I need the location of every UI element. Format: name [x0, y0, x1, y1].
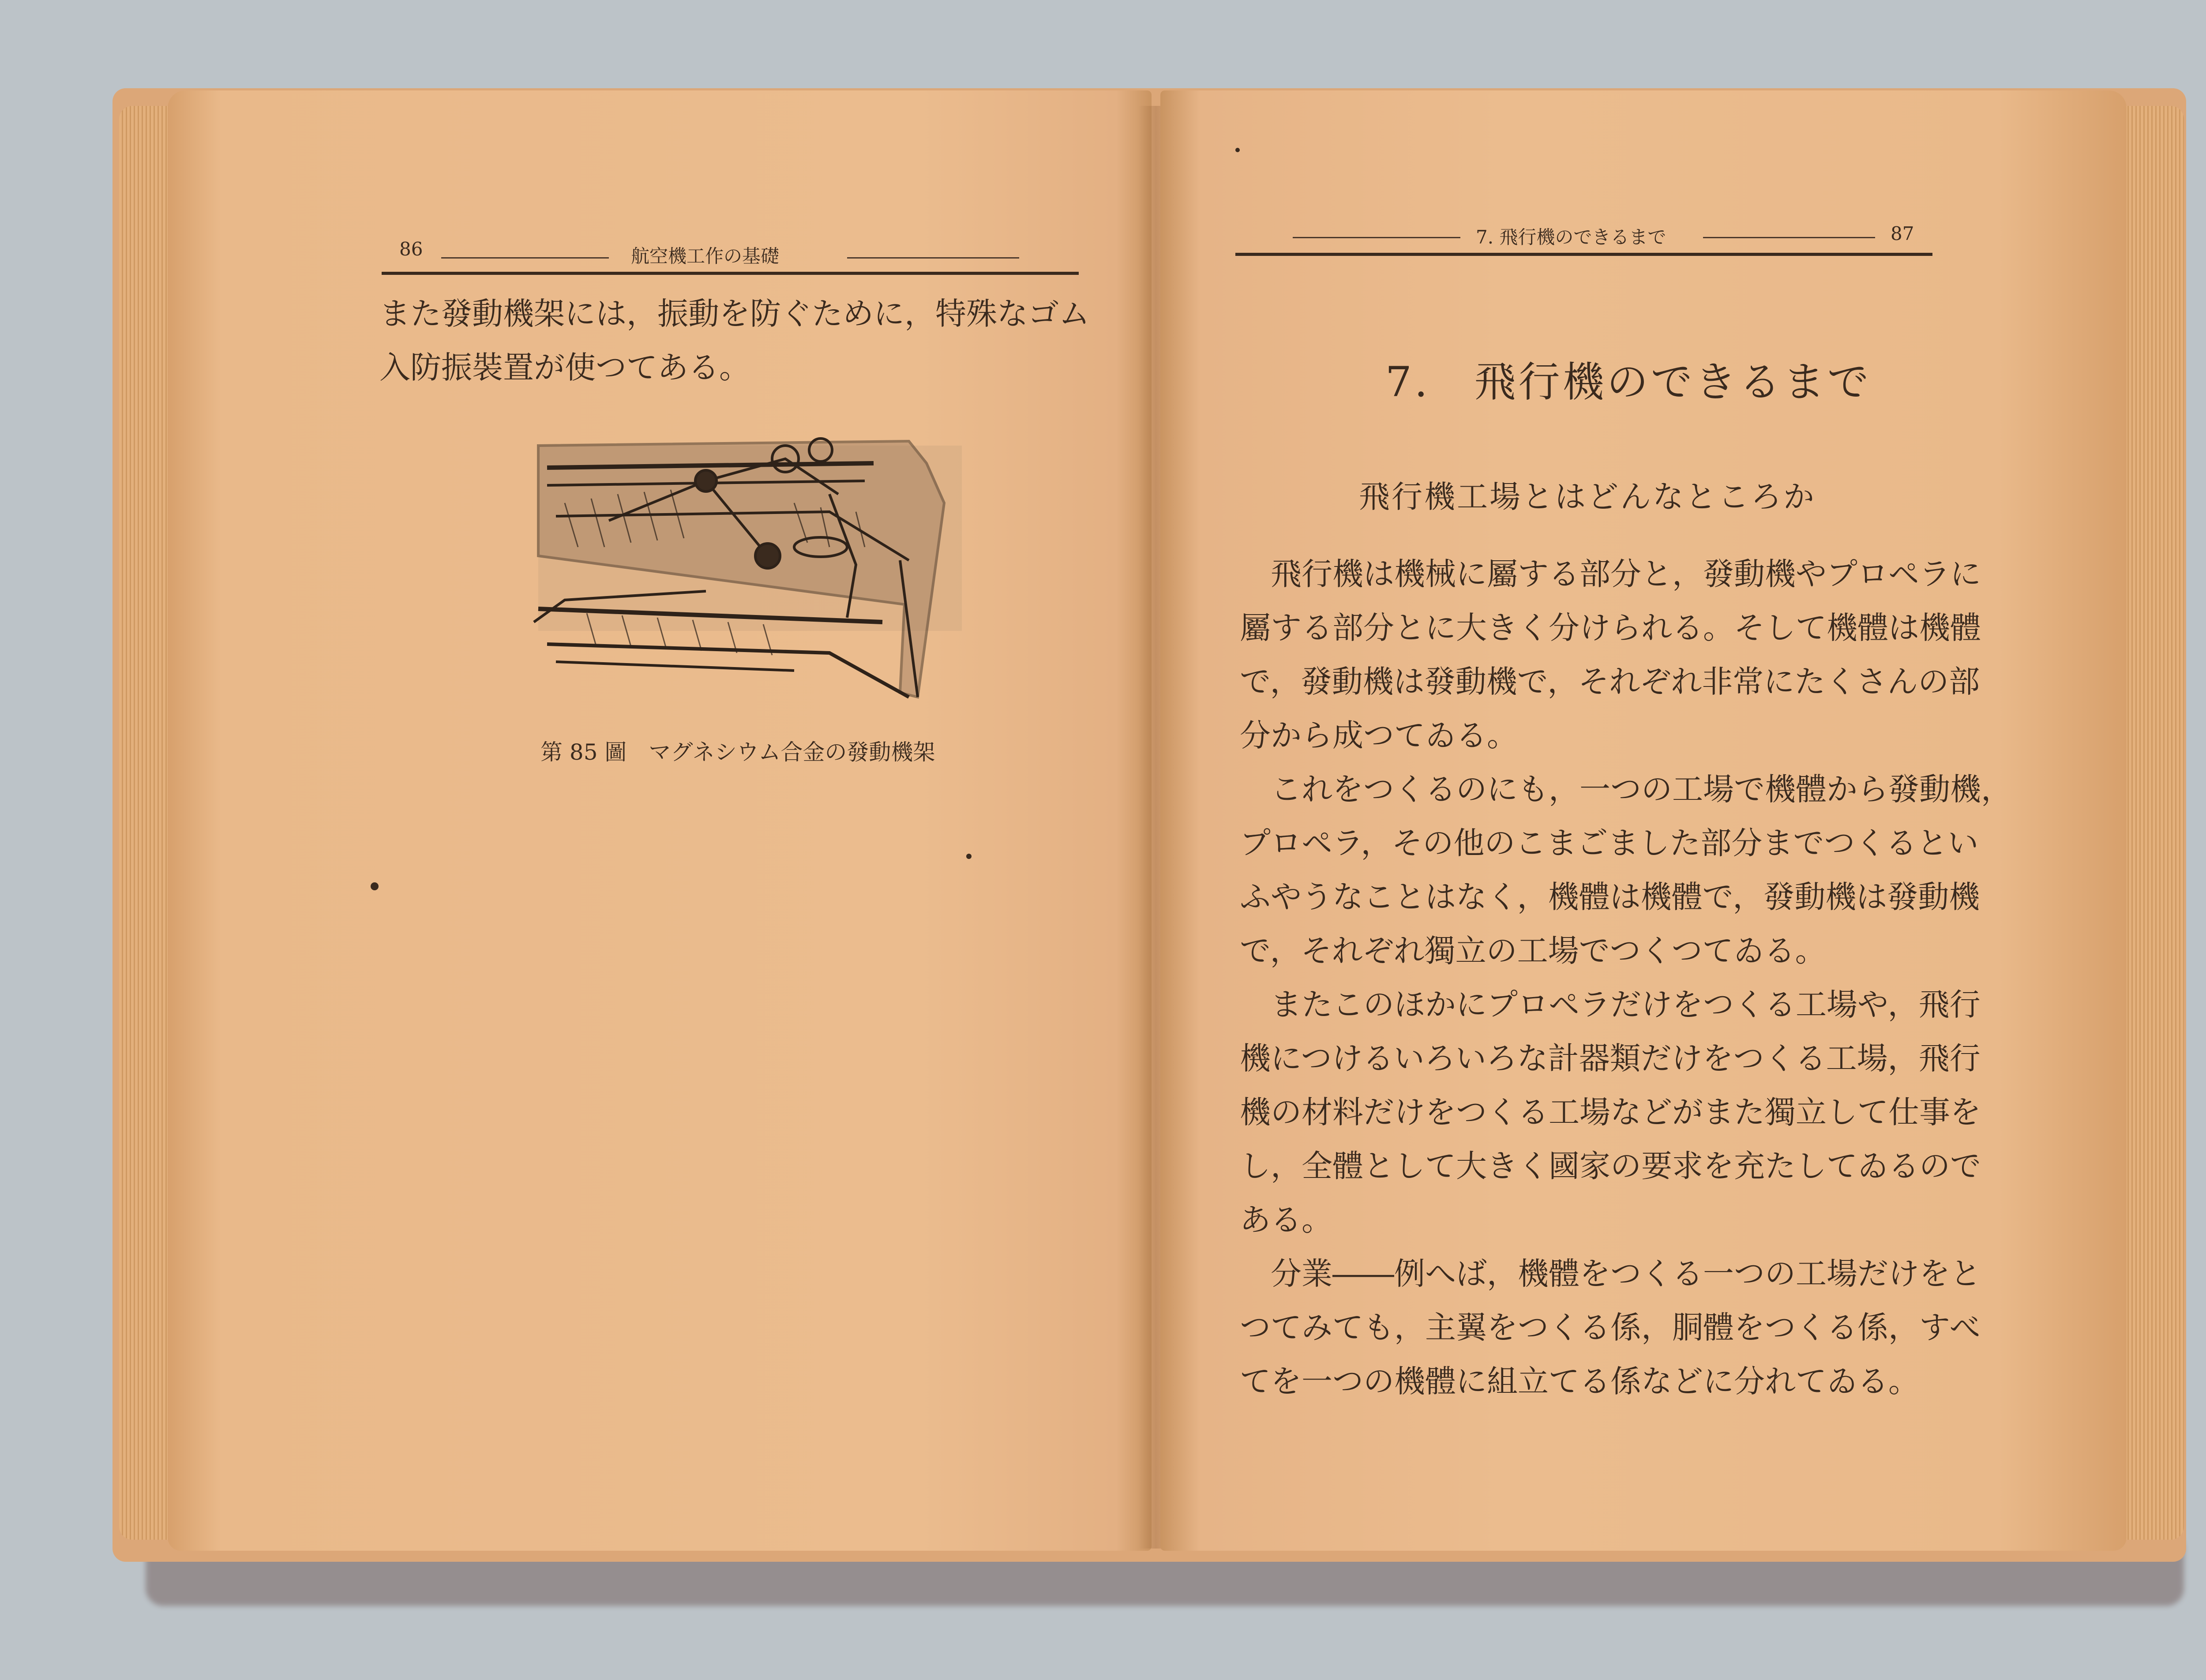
text-line: またこのほかにプロペラだけをつくる工場や，飛行 [1240, 986, 1981, 1023]
paper-speck [371, 882, 379, 890]
left-head-rule-1 [441, 257, 609, 259]
paper-speck [1235, 148, 1240, 152]
text-line: 飛行機は機械に屬する部分と，發動機やプロペラに [1240, 556, 1981, 592]
text-line: 機の材料だけをつくる工場などがまた獨立して仕事を [1240, 1094, 1981, 1130]
chapter-title: 7. 飛行機のできるまで [1385, 358, 1872, 406]
text-line: 分業――例へば，機體をつくる一つの工場だけをと [1240, 1256, 1981, 1292]
text-line: 入防振裝置が使つてある。 [379, 349, 750, 386]
left-head-underline [382, 272, 1079, 275]
left-page-number: 86 [399, 238, 423, 260]
text-line: 屬する部分とに大きく分けられる。そして機體は機體 [1240, 610, 1981, 646]
text-line: 分から成つてゐる。 [1240, 717, 1518, 754]
left-running-head: 航空機工作の基礎 [631, 245, 780, 267]
figure-caption: 第 85 圖 マグネシウム合金の發動機架 [540, 739, 935, 765]
text-line: し，全體として大きく國家の要求を充たしてゐるので [1240, 1148, 1981, 1184]
text-line: ある。 [1240, 1202, 1332, 1238]
text-line: つてみても，主翼をつくる係，胴體をつくる係，すべ [1240, 1309, 1981, 1346]
text-line: で，發動機は發動機で，それぞれ非常にたくさんの部 [1240, 664, 1980, 700]
right-head-rule-1 [1293, 237, 1460, 238]
text-line: ふやうなことはなく，機體は機體で，發動機は發動機 [1240, 879, 1980, 915]
paper-speck [966, 854, 972, 859]
section-title: 飛行機工場とはどんなところか [1359, 479, 1816, 515]
text-line: また發動機架には，振動を防ぐために，特殊なゴム [379, 296, 1090, 332]
text-line: 機につけるいろいろな計器類だけをつくる工場，飛行 [1240, 1040, 1981, 1076]
right-page-number: 87 [1891, 223, 1914, 244]
left-paragraph [379, 287, 1090, 394]
left-head-rule-2 [847, 257, 1019, 259]
text-line: プロペラ，その他のこまごました部分までつくるとい [1240, 825, 1979, 861]
text-line: てを一つの機體に組立てる係などに分れてゐる。 [1240, 1363, 1919, 1399]
right-head-underline [1235, 253, 1932, 256]
text-line: で，それぞれ獨立の工場でつくつてゐる。 [1240, 933, 1826, 969]
text-line: これをつくるのにも，一つの工場で機體から發動機， [1240, 771, 2012, 807]
right-body-text [1240, 547, 2012, 1408]
engine-mount-figure [521, 415, 975, 706]
right-running-head: 7. 飛行機のできるまで [1476, 226, 1666, 248]
right-head-rule-2 [1703, 237, 1875, 238]
